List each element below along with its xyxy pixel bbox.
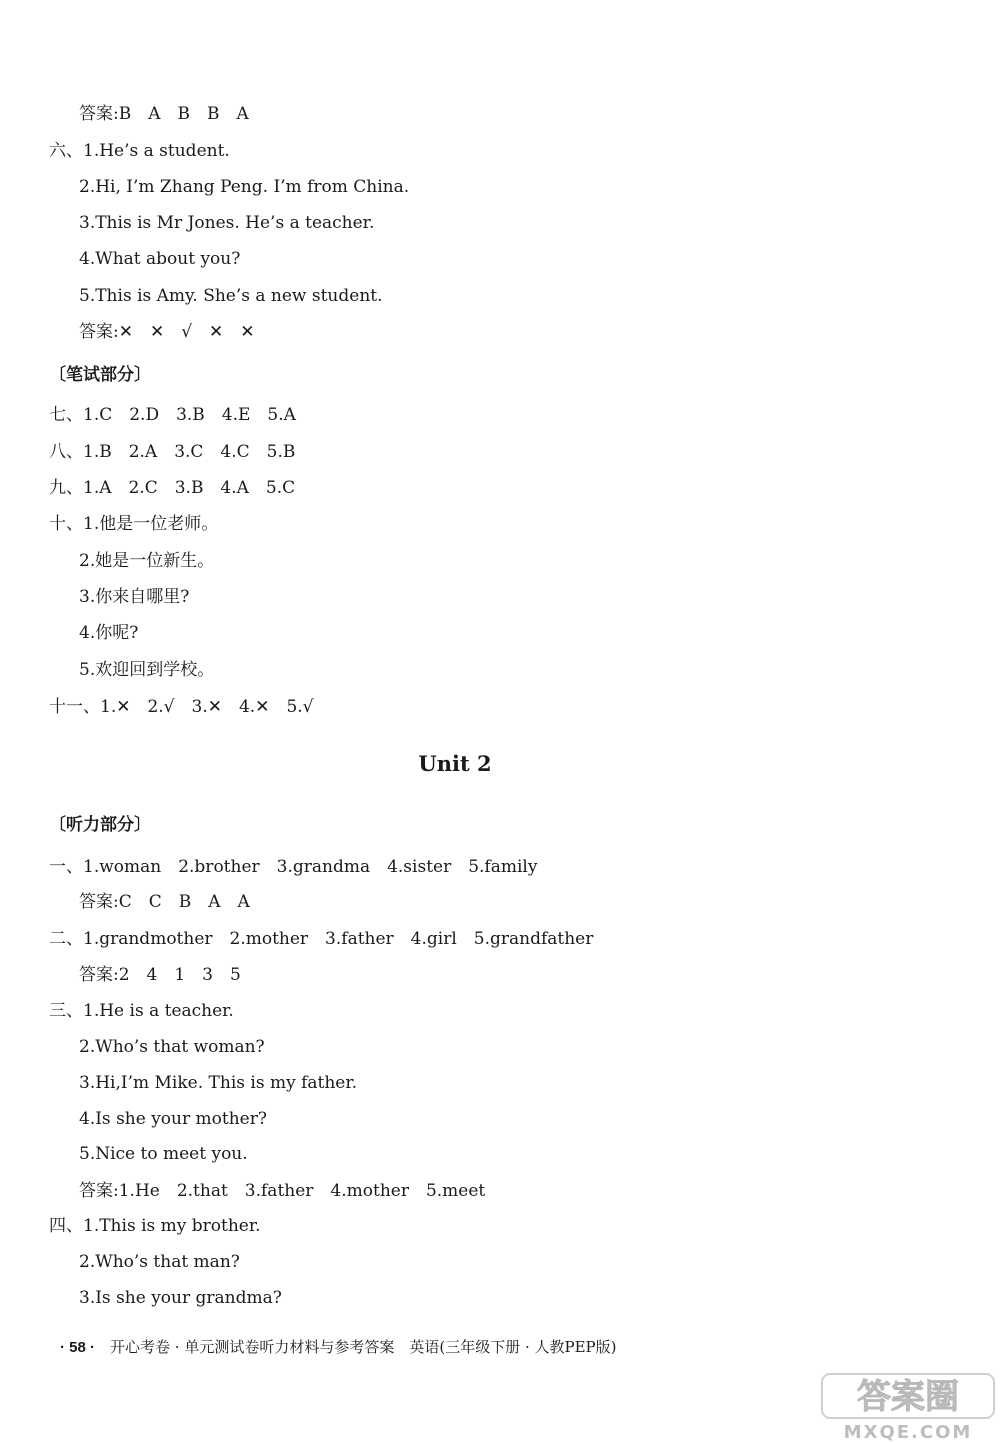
- question-line: 2.Hi, I’m Zhang Peng. I’m from China.: [79, 177, 410, 197]
- answer-line: 七、1.C 2.D 3.B 4.E 5.A: [49, 405, 296, 425]
- answer-line: 答案:✕ ✕ √ ✕ ✕: [79, 322, 255, 342]
- answer-line: 答案:2 4 1 3 5: [79, 965, 241, 985]
- answer-line: 2.她是一位新生。: [79, 551, 215, 571]
- unit-heading: Unit 2: [418, 751, 492, 776]
- question-line: 2.Who’s that woman?: [79, 1037, 265, 1057]
- question-line: 四、1.This is my brother.: [49, 1216, 261, 1236]
- question-line: 4.Is she your mother?: [79, 1109, 267, 1129]
- watermark-logo: [818, 1372, 998, 1442]
- question-line: 三、1.He is a teacher.: [49, 1001, 234, 1021]
- question-line: 3.Hi,I’m Mike. This is my father.: [79, 1073, 358, 1093]
- question-line: 5.This is Amy. She’s a new student.: [79, 286, 383, 306]
- question-line: 2.Who’s that man?: [79, 1252, 240, 1272]
- answer-line: 答案:B A B B A: [79, 104, 249, 124]
- answer-line: 答案:1.He 2.that 3.father 4.mother 5.meet: [79, 1181, 486, 1201]
- question-line: 3.This is Mr Jones. He’s a teacher.: [79, 213, 375, 233]
- question-line: 4.What about you?: [79, 249, 241, 269]
- book-title: 开心考卷 · 单元测试卷听力材料与参考答案 英语(三年级下册 · 人教PEP版): [110, 1338, 617, 1356]
- section-heading-listening: 〔听力部分〕: [49, 815, 151, 835]
- svg-text:答案圈: 答案圈: [857, 1377, 959, 1417]
- question-line: 二、1.grandmother 2.mother 3.father 4.girl 5.grandfather: [49, 929, 594, 949]
- answer-line: 5.欢迎回到学校。: [79, 660, 215, 680]
- answer-line: 3.你来自哪里?: [79, 587, 190, 607]
- page-footer: [60, 1337, 616, 1358]
- answer-line: 答案:C C B A A: [79, 892, 250, 912]
- answer-line: 九、1.A 2.C 3.B 4.A 5.C: [49, 478, 296, 498]
- svg-text:MXQE.COM: MXQE.COM: [843, 1422, 973, 1442]
- question-line: 5.Nice to meet you.: [79, 1144, 248, 1164]
- question-line: 六、1.He’s a student.: [49, 141, 230, 161]
- answer-line: 4.你呢?: [79, 623, 139, 643]
- question-line: 一、1.woman 2.brother 3.grandma 4.sister 5.family: [49, 857, 538, 877]
- answer-line: 十一、1.✕ 2.√ 3.✕ 4.✕ 5.√: [49, 697, 314, 717]
- page-number: · 58 ·: [60, 1339, 96, 1356]
- answer-line: 十、1.他是一位老师。: [49, 514, 219, 534]
- question-line: 3.Is she your grandma?: [79, 1288, 282, 1308]
- section-heading-written: 〔笔试部分〕: [49, 365, 151, 385]
- answer-line: 八、1.B 2.A 3.C 4.C 5.B: [49, 442, 296, 462]
